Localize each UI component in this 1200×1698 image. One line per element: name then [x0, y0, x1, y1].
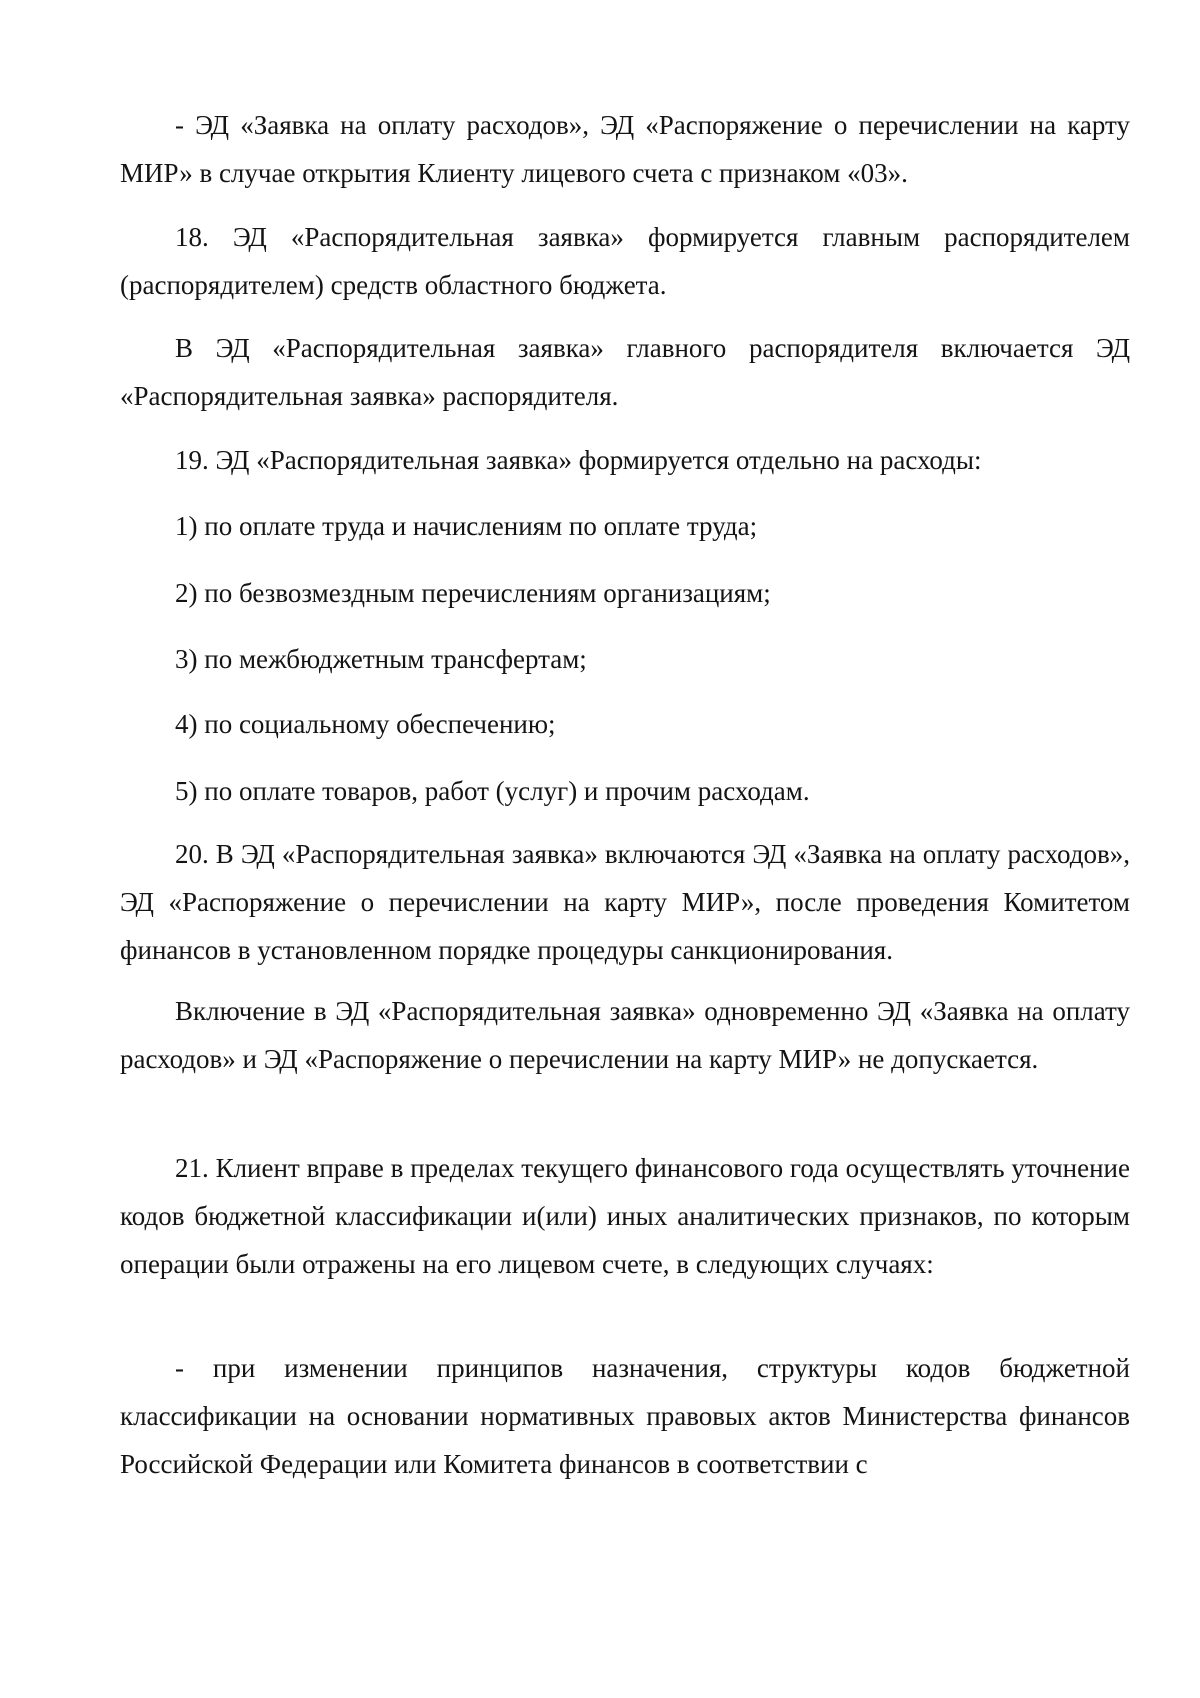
paragraph-21: 21. Клиент вправе в пределах текущего финансового года осуществлять уточнение кодов бюджетной классификации и(или) иных аналитических признаков, по которым операции были отражены на его лицевом счете, в следующих случаях: [120, 1153, 1130, 1279]
paragraph-list-item-card-mir: - ЭД «Заявка на оплату расходов», ЭД «Распоряжение о перечислении на карту МИР» в случае открытия Клиенту лицевого счета с признаком «03». [120, 110, 1130, 188]
paragraph-main-distributor: В ЭД «Распорядительная заявка» главного распорядителя включается ЭД «Распорядительная заявка» распорядителя. [120, 333, 1130, 411]
list-item-5: 5) по оплате товаров, работ (услуг) и прочим расходам. [175, 776, 810, 806]
list-item-3: 3) по межбюджетным трансфертам; [175, 644, 587, 674]
paragraph-inclusion: Включение в ЭД «Распорядительная заявка» одновременно ЭД «Заявка на оплату расходов» и ЭД «Распоряжение о перечислении на карту МИР» не допускается. [120, 996, 1130, 1074]
paragraph-list-item-classification: - при изменении принципов назначения, структуры кодов бюджетной классификации на основании нормативных правовых актов Министерства финансов Российской Федерации или Комитета финансов в соответствии с [120, 1353, 1130, 1479]
paragraph-19: 19. ЭД «Распорядительная заявка» формируется отдельно на расходы: [175, 445, 982, 475]
paragraph-18: 18. ЭД «Распорядительная заявка» формируется главным распорядителем (распорядителем) средств областного бюджета. [120, 222, 1130, 300]
list-item-1: 1) по оплате труда и начислениям по оплате труда; [175, 511, 758, 541]
paragraph-20: 20. В ЭД «Распорядительная заявка» включаются ЭД «Заявка на оплату расходов», ЭД «Распоряжение о перечислении на карту МИР», после проведения Комитетом финансов в установленном порядке процедуры санкционирования. [120, 839, 1130, 965]
list-item-2: 2) по безвозмездным перечислениям организациям; [175, 578, 771, 608]
list-item-4: 4) по социальному обеспечению; [175, 709, 556, 739]
